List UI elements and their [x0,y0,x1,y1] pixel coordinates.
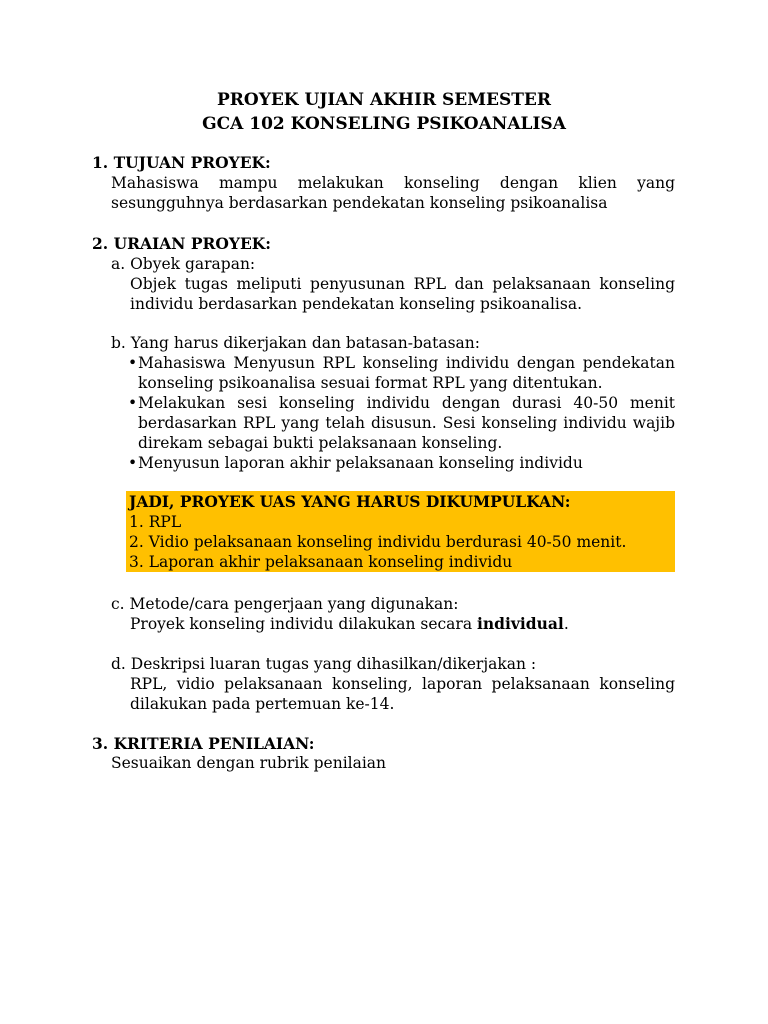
bullet-item [128,453,675,473]
bullet-text: Menyusun laporan akhir pelaksanaan konseling individu [138,454,583,472]
bullet-text: Mahasiswa Menyusun RPL konseling individu dengan pendekatan konseling psikoanalisa sesuai format RPL yang ditentukan. [138,354,675,392]
subsection-b-bullet-list [128,353,675,473]
deliverable-item: 3. Laporan akhir pelaksanaan konseling individu [129,553,513,571]
bullet-item [128,393,675,453]
subsection-d-label: d. Deskripsi luaran tugas yang dihasilkan/dikerjakan : [111,655,537,673]
section-2-heading: 2. URAIAN PROYEK: [92,234,271,253]
subsection-c-body [130,614,569,634]
bullet-marker: • [128,394,138,412]
section-1-heading: 1. TUJUAN PROYEK: [92,153,271,172]
section-3-body: Sesuaikan dengan rubrik penilaian [111,754,387,772]
bullet-text: Melakukan sesi konseling individu dengan durasi 40-50 menit berdasarkan RPL yang telah disusun. Sesi konseling individu wajib direkam sebagai bukti pelaksanaan konseling. [138,394,675,452]
deliverables-highlight-box [126,491,675,572]
section-1-body: Mahasiswa mampu melakukan konseling dengan klien yang sesungguhnya berdasarkan pendekatan konseling psikoanalisa [111,174,675,212]
deliverables-heading: JADI, PROYEK UAS YANG HARUS DIKUMPULKAN: [129,492,571,511]
bullet-item [128,353,675,393]
deliverable-item: 1. RPL [129,513,182,531]
subsection-a-body: Objek tugas meliputi penyusunan RPL dan pelaksanaan konseling individu berdasarkan pendekatan konseling psikoanalisa. [130,275,675,313]
subsection-c-body-end: . [563,615,569,633]
deliverable-item: 2. Vidio pelaksanaan konseling individu berdurasi 40-50 menit. [129,533,627,551]
subsection-c-label: c. Metode/cara pengerjaan yang digunakan: [111,595,459,613]
document-title-line-1: PROYEK UJIAN AKHIR SEMESTER [216,90,552,110]
bullet-marker: • [128,354,138,372]
section-3-heading: 3. KRITERIA PENILAIAN: [92,734,315,753]
document-title-line-2: GCA 102 KONSELING PSIKOANALISA [202,114,566,134]
subsection-c-body-text: Proyek konseling individu dilakukan secara [130,615,477,633]
bullet-marker: • [128,454,138,472]
subsection-a-label: a. Obyek garapan: [111,255,256,273]
subsection-b-label: b. Yang harus dikerjakan dan batasan-batasan: [111,334,480,352]
subsection-c-body-emphasis: individual [477,614,564,633]
subsection-d-body: RPL, vidio pelaksanaan konseling, laporan pelaksanaan konseling dilakukan pada pertemuan ke-14. [130,675,675,713]
